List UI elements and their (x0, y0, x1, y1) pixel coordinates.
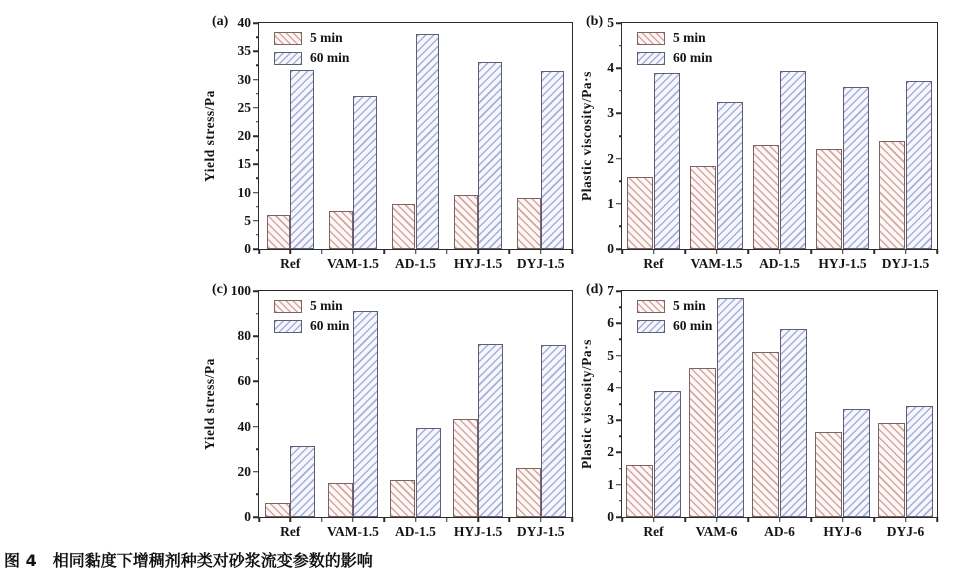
x-tick (540, 517, 542, 522)
x-category-label: VAM-1.5 (326, 524, 379, 539)
x-tick (905, 517, 907, 522)
bar-60min-ref (290, 70, 314, 249)
bar-5min-ad-1-5 (392, 204, 416, 249)
bar-60min-dyj-1-5 (541, 71, 565, 249)
bar-5min-hyj-1-5 (453, 419, 478, 517)
legend-item (637, 50, 712, 66)
legend-label: 60 min (673, 318, 713, 333)
legend-swatch-5min (274, 32, 302, 45)
x-tick (321, 249, 323, 254)
x-tick (509, 249, 511, 254)
x-tick (352, 249, 354, 254)
x-tick (352, 517, 354, 522)
x-category-label: Ref (643, 256, 664, 271)
legend-label: 5 min (673, 298, 706, 313)
bar-60min-vam-1-5 (353, 311, 378, 517)
x-tick (936, 517, 938, 522)
bar-5min-dyj-1-5 (516, 468, 541, 517)
x-category-label: HYJ-1.5 (818, 256, 867, 271)
bar-60min-ad-6 (780, 329, 808, 517)
bar-60min-dyj-1-5 (906, 81, 932, 249)
x-tick (779, 517, 781, 522)
panel-letter-d: (d) (586, 282, 604, 297)
y-tick-label: 0 (607, 241, 614, 256)
legend-a (274, 30, 349, 70)
x-tick (684, 249, 686, 254)
legend-label: 5 min (310, 30, 343, 45)
y-tick-label: 2 (607, 150, 614, 166)
bar-60min-dyj-6 (906, 406, 934, 517)
x-category-label: Ref (280, 256, 301, 271)
plot-area-c (202, 282, 573, 539)
legend-label: 60 min (310, 50, 350, 65)
bar-5min-ref (626, 465, 654, 517)
panel-letter-b: (b) (586, 14, 604, 29)
x-tick (653, 249, 655, 254)
y-tick-label: 20 (237, 463, 251, 479)
bar-60min-ad-1-5 (780, 71, 806, 249)
bar-5min-vam-1-5 (329, 211, 353, 249)
x-tick (258, 249, 260, 254)
x-tick (446, 517, 448, 522)
x-tick (509, 517, 511, 522)
bar-60min-ref (654, 391, 682, 517)
y-tick-label: 10 (237, 184, 251, 200)
y-tick-label: 30 (237, 71, 251, 87)
x-tick (621, 517, 623, 522)
bar-5min-dyj-1-5 (517, 198, 541, 249)
bar-60min-ref (654, 73, 680, 249)
legend-c (274, 298, 349, 338)
y-tick-label: 20 (237, 128, 251, 143)
y-tick-label: 1 (607, 195, 614, 211)
x-tick (936, 249, 938, 254)
x-tick (290, 249, 292, 254)
bar-5min-vam-1-5 (690, 166, 716, 249)
bar-5min-ref (627, 177, 653, 249)
y-tick-label: 0 (244, 241, 251, 256)
x-tick (415, 249, 417, 254)
x-tick (258, 517, 260, 522)
y-tick-label: 0 (607, 509, 614, 524)
x-category-label: DYJ-1.5 (516, 524, 565, 539)
x-tick (716, 517, 718, 522)
x-tick (477, 249, 479, 254)
legend-swatch-60min (274, 320, 302, 333)
y-tick-label: 5 (607, 15, 614, 30)
legend-label: 60 min (673, 50, 713, 65)
legend-swatch-5min (637, 32, 665, 45)
x-tick (716, 249, 718, 254)
legend-label: 60 min (310, 318, 350, 333)
y-tick-label: 60 (237, 373, 251, 389)
legend-b (637, 30, 712, 70)
figure-caption (4, 548, 373, 571)
y-tick-label: 40 (237, 15, 251, 30)
x-category-label: DYJ-1.5 (516, 256, 565, 271)
x-category-label: Ref (280, 524, 301, 539)
plot-area-d (579, 282, 938, 539)
legend-swatch-60min (637, 320, 665, 333)
legend-label: 5 min (673, 30, 706, 45)
x-tick (415, 517, 417, 522)
x-category-label: AD-1.5 (395, 524, 436, 539)
bar-60min-ref (290, 446, 315, 517)
y-tick-label: 4 (607, 379, 614, 395)
bar-5min-vam-1-5 (328, 483, 353, 517)
y-tick-label: 80 (237, 328, 251, 344)
bar-60min-hyj-1-5 (478, 62, 502, 249)
x-category-label: HYJ-1.5 (453, 524, 503, 539)
bar-60min-hyj-1-5 (843, 87, 869, 249)
legend-swatch-60min (274, 52, 302, 65)
x-tick (810, 249, 812, 254)
legend-label: 5 min (310, 298, 343, 313)
x-category-label: DYJ-6 (886, 524, 925, 539)
bar-5min-ad-6 (752, 352, 780, 517)
legend-d (637, 298, 712, 338)
legend-item (274, 318, 349, 334)
y-axis-title-b: Plastic viscosity/Pa·s (579, 71, 594, 201)
x-tick (290, 517, 292, 522)
legend-swatch-60min (637, 52, 665, 65)
x-tick (321, 517, 323, 522)
legend-item (274, 50, 349, 66)
y-tick-label: 6 (607, 315, 614, 331)
x-category-label: HYJ-6 (823, 524, 862, 539)
y-tick-label: 15 (237, 156, 251, 172)
y-tick-label: 2 (607, 444, 614, 460)
x-tick (905, 249, 907, 254)
bar-5min-vam-6 (689, 368, 717, 517)
bar-60min-dyj-1-5 (541, 345, 566, 517)
x-category-label: DYJ-1.5 (881, 256, 930, 271)
legend-item (274, 298, 349, 314)
y-tick-label: 5 (607, 347, 614, 363)
panel-letter-c: (c) (212, 282, 228, 297)
bar-60min-vam-1-5 (353, 96, 377, 249)
x-tick (477, 517, 479, 522)
y-tick-label: 40 (237, 418, 251, 434)
y-tick-label: 0 (244, 509, 251, 524)
bar-5min-hyj-1-5 (816, 149, 842, 249)
x-tick (810, 517, 812, 522)
y-tick-label: 7 (607, 283, 614, 298)
panel-letter-a: (a) (212, 14, 229, 29)
x-tick (873, 517, 875, 522)
legend-swatch-5min (637, 300, 665, 313)
x-category-label: VAM-1.5 (326, 256, 379, 271)
y-tick-label: 100 (230, 283, 251, 298)
legend-swatch-5min (274, 300, 302, 313)
bar-60min-vam-1-5 (717, 102, 743, 249)
legend-item (274, 30, 349, 46)
bar-5min-hyj-1-5 (454, 195, 478, 249)
y-axis-title-d: Plastic viscosity/Pa·s (579, 339, 594, 469)
x-tick (446, 249, 448, 254)
caption-text: 相同黏度下增稠剂种类对砂浆流变参数的影响 (52, 551, 373, 570)
x-tick (747, 517, 749, 522)
bar-60min-ad-1-5 (416, 428, 441, 517)
x-category-label: HYJ-1.5 (453, 256, 503, 271)
legend-item (637, 30, 712, 46)
x-tick (842, 517, 844, 522)
bar-5min-dyj-1-5 (879, 141, 905, 249)
x-category-label: VAM-1.5 (690, 256, 743, 271)
y-tick-label: 35 (237, 43, 251, 59)
x-tick (621, 249, 623, 254)
plot-area-b (579, 14, 938, 271)
x-category-label: AD-6 (764, 524, 795, 539)
x-tick (684, 517, 686, 522)
x-tick (747, 249, 749, 254)
bar-5min-hyj-6 (815, 432, 843, 517)
legend-item (637, 318, 712, 334)
x-tick (873, 249, 875, 254)
bar-60min-hyj-1-5 (478, 344, 503, 517)
x-tick (540, 249, 542, 254)
y-tick-label: 3 (607, 105, 614, 121)
x-tick (779, 249, 781, 254)
x-tick (383, 517, 385, 522)
bar-60min-ad-1-5 (416, 34, 440, 249)
bar-5min-ad-1-5 (390, 480, 415, 517)
y-tick-label: 25 (237, 99, 251, 115)
x-category-label: AD-1.5 (759, 256, 800, 271)
x-tick (842, 249, 844, 254)
plot-area-a (202, 14, 573, 271)
bar-5min-dyj-6 (878, 423, 906, 517)
x-category-label: AD-1.5 (395, 256, 436, 271)
x-tick (383, 249, 385, 254)
y-tick-label: 1 (607, 476, 614, 492)
bar-5min-ref (265, 503, 290, 517)
y-tick-label: 4 (607, 60, 614, 76)
caption-label: 图 4 (4, 551, 37, 570)
y-axis-title-c: Yield stress/Pa (202, 358, 217, 450)
bar-5min-ad-1-5 (753, 145, 779, 249)
x-category-label: Ref (643, 524, 664, 539)
y-axis-title-a: Yield stress/Pa (202, 90, 217, 182)
x-tick (571, 517, 573, 522)
bar-60min-vam-6 (717, 298, 745, 517)
y-tick-label: 5 (244, 212, 251, 228)
legend-item (637, 298, 712, 314)
x-tick (653, 517, 655, 522)
bar-5min-ref (267, 215, 291, 249)
x-tick (571, 249, 573, 254)
x-category-label: VAM-6 (695, 524, 738, 539)
y-tick-label: 3 (607, 412, 614, 428)
bar-60min-hyj-6 (843, 409, 871, 517)
